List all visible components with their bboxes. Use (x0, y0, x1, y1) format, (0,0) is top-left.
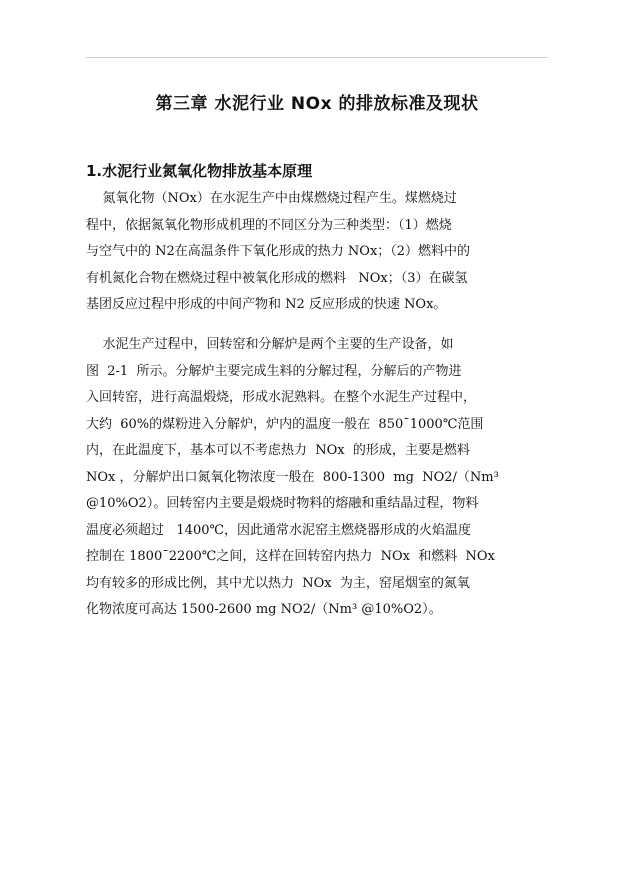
paragraph-line: 氮氧化物（NOx）在水泥生产中由煤燃烧过程产生。煤燃烧过 (86, 191, 457, 206)
chapter-title: 第三章 水泥行业 NOx 的排放标准及现状 (155, 94, 479, 114)
paragraph-line: 内，在此温度下，基本可以不考虑热力 NOx 的形成，主要是燃料 (86, 443, 470, 458)
paragraph-nox-formation (86, 186, 548, 319)
paragraph-line: 温度必须超过 1400℃，因此通常水泥窑主燃烧器形成的火焰温度 (86, 522, 472, 538)
paragraph-line: NOx ，分解炉出口氮氧化物浓度一般在 800-1300 mg NO2/（Nm³ (86, 469, 499, 485)
paragraph-line: 基团反应过程中形成的中间产物和 N2 反应形成的快速 NOx。 (86, 297, 447, 312)
paragraph-line: 入回转窑，进行高温煅烧，形成水泥熟料。在整个水泥生产过程中， (86, 390, 477, 405)
paragraph-line: 与空气中的 N2在高温条件下氧化形成的热力 NOx；（2）燃料中的 (86, 244, 471, 259)
paragraph-line: 化物浓度可高达 1500-2600 mg NO2/（Nm³ @10%O2）。 (86, 602, 442, 617)
paragraph-line: 有机氮化合物在燃烧过程中被氧化形成的燃料 NOx；（3）在碳氢 (86, 270, 468, 286)
header-rule (86, 57, 548, 58)
paragraph-line: 控制在 1800¯2200℃之间，这样在回转窑内热力 NOx 和燃料 NOx (86, 549, 495, 564)
paragraph-line: 水泥生产过程中，回转窑和分解炉是两个主要的生产设备，如 (86, 337, 454, 352)
paragraph-line: 均有较多的形成比例，其中尤以热力 NOx 为主，窑尾烟室的氮氧 (86, 575, 470, 591)
paragraph-line: 图 2-1 所示。分解炉主要完成生料的分解过程，分解后的产物进 (86, 363, 462, 379)
paragraph-kiln-process (86, 332, 548, 624)
paragraph-line: 大约 60%的煤粉进入分解炉，炉内的温度一般在 850¯1000℃范围 (86, 416, 484, 432)
paragraph-line: @10%O2）。回转窑内主要是煅烧时物料的熔融和重结晶过程，物料 (86, 496, 479, 511)
section-heading: 1.水泥行业氮氧化物排放基本原理 (86, 162, 313, 180)
paragraph-line: 程中，依据氮氧化物形成机理的不同区分为三种类型：（1）燃烧 (86, 217, 452, 233)
